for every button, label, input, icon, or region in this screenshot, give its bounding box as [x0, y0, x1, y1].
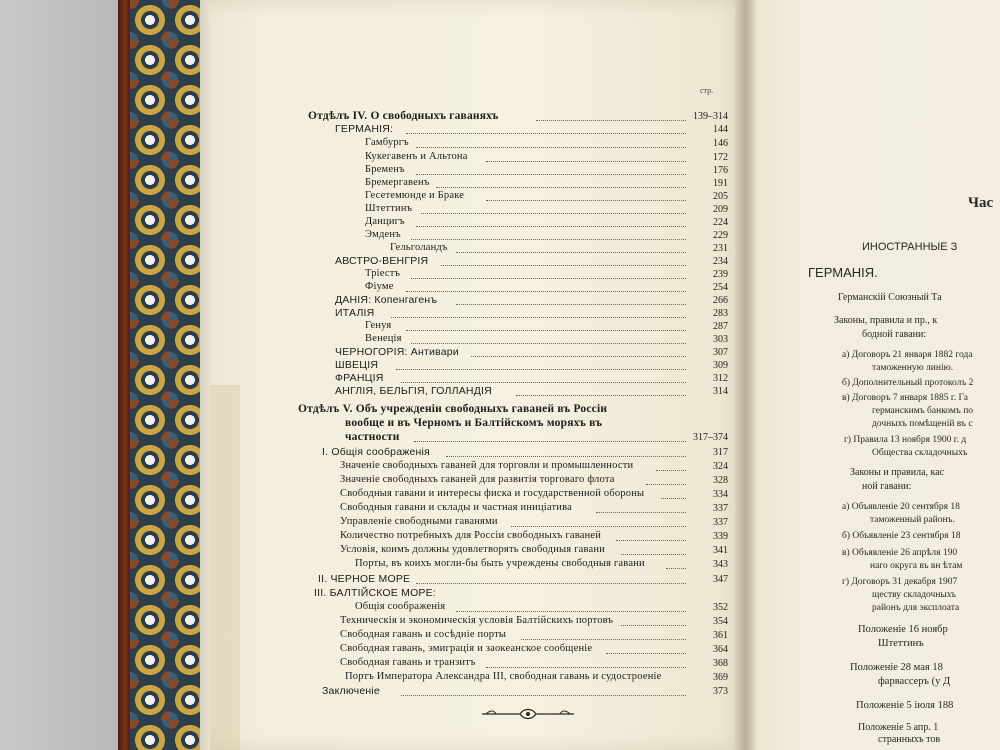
toc-page-number: 139–314	[693, 111, 728, 122]
right-page-line: фарвассеръ (у Д	[878, 675, 951, 687]
right-page-line: Положеніе 5 іюля 188	[856, 699, 954, 711]
toc-entry-text: АНГЛІЯ, БЕЛЬГІЯ, ГОЛЛАНДІЯ	[335, 385, 492, 397]
toc-entry-text: Венеція	[365, 333, 402, 344]
dot-leader	[486, 161, 686, 162]
dot-leader	[401, 695, 686, 696]
toc-entry-text: ИТАЛІЯ	[335, 307, 375, 319]
toc-entry-text: Свободныя гавани и склады и частная иниціатива	[340, 502, 572, 513]
toc-page-number: 191	[713, 178, 728, 189]
dot-leader	[621, 625, 686, 626]
right-page-line: Положеніе 16 ноябр	[858, 623, 948, 635]
dot-leader	[411, 239, 686, 240]
dot-leader	[616, 540, 686, 541]
dot-leader	[401, 382, 686, 383]
dot-leader	[456, 252, 686, 253]
ornament-icon	[480, 706, 576, 722]
toc-page-number: 146	[713, 138, 728, 149]
toc-entry-text: Генуя	[365, 320, 392, 331]
right-page-line: Штеттинъ	[878, 637, 924, 649]
dot-leader	[446, 456, 686, 457]
toc-page-number: 309	[713, 360, 728, 371]
toc-entry-text: Свободныя гавани и интересы фиска и государственной обороны	[340, 488, 645, 499]
dot-leader	[521, 639, 686, 640]
dot-leader	[406, 133, 686, 134]
right-page-line: Общества складочныхъ	[872, 447, 968, 458]
toc-entry-text: II. ЧЕРНОЕ МОРЕ	[318, 573, 411, 585]
right-page-line: а) Договоръ 21 января 1882 года	[842, 349, 973, 360]
toc-entry-text: Эмденъ	[365, 229, 401, 240]
toc-page-number: 347	[713, 574, 728, 585]
toc-page-number: 339	[713, 531, 728, 542]
toc-entry-text: III. БАЛТІЙСКОЕ МОРЕ:	[314, 587, 436, 599]
toc-page-number: 369	[713, 672, 728, 683]
right-page-line: странныхъ тов	[878, 734, 941, 745]
toc-page-number: 343	[713, 559, 728, 570]
dot-leader	[411, 278, 686, 279]
toc-page-number: 266	[713, 295, 728, 306]
toc-page-number: 287	[713, 321, 728, 332]
dot-leader	[621, 554, 686, 555]
dot-leader	[661, 498, 686, 499]
right-page-line: ГЕРМАНІЯ.	[808, 265, 878, 280]
toc-page-number: 312	[713, 373, 728, 384]
toc-page-number: 354	[713, 616, 728, 627]
right-page-line: б) Дополнительный протоколъ 2	[842, 377, 974, 388]
toc-entry-text: Бремергавенъ	[365, 177, 430, 188]
dot-leader	[416, 583, 686, 584]
page-column-header: стр.	[700, 86, 714, 95]
toc-entry-text: Гельголандъ	[390, 242, 448, 253]
toc-entry-text: Количество потребныхъ для Россіи свободныхъ гаваней	[340, 530, 602, 541]
toc-page-number: 337	[713, 503, 728, 514]
toc-entry-text: Гамбургъ	[365, 137, 409, 148]
right-page-line: ществу складочныхъ	[872, 589, 957, 600]
toc-page-number: 229	[713, 230, 728, 241]
toc-entry-text: Отдѣлъ V. Объ учрежденіи свободныхъ гаваней въ Россіи	[298, 403, 608, 415]
toc-entry-text: Тріестъ	[365, 268, 401, 279]
toc-page-number: 283	[713, 308, 728, 319]
toc-entry-text: Порты, въ коихъ могли-бы быть учреждены свободныя гавани	[355, 558, 645, 569]
toc-entry-text: Условія, коимъ должны удовлетворять свободныя гавани	[340, 544, 606, 555]
toc-entry-text: Данцигъ	[365, 216, 405, 227]
dot-leader	[456, 611, 686, 612]
dot-leader	[436, 187, 686, 188]
dot-leader	[416, 174, 686, 175]
toc-page-number: 324	[713, 461, 728, 472]
dot-leader	[471, 356, 686, 357]
toc-page-number: 172	[713, 152, 728, 163]
toc-page-number: 334	[713, 489, 728, 500]
dot-leader	[646, 484, 686, 485]
right-page-line: ной гавани:	[862, 481, 912, 492]
toc-page-number: 368	[713, 658, 728, 669]
toc-page-number: 364	[713, 644, 728, 655]
dot-leader	[456, 304, 686, 305]
dot-leader	[406, 291, 686, 292]
right-page-line: бодной гавани:	[862, 329, 927, 340]
toc-entry-text: ФРАНЦІЯ	[335, 372, 384, 384]
toc-entry-text: Свободная гавань, эмиграція и заокеанское сообщеніе	[340, 643, 593, 654]
right-page-line: наго округа въ вн ѣтам	[870, 560, 963, 571]
dot-leader	[656, 470, 686, 471]
toc-page-number: 176	[713, 165, 728, 176]
toc-entry-text: Фіуме	[365, 281, 394, 292]
right-page-line: в) Объявленіе 26 апрѣля 190	[842, 547, 958, 558]
right-page-line: Час	[968, 195, 994, 211]
toc-entry-text: частности	[345, 431, 400, 443]
right-page-line: Положеніе 28 мая 18	[850, 661, 943, 673]
toc-entry-text: Портъ Императора Александра III, свободная гавань и судостроеніе	[345, 671, 662, 682]
right-page-line: а) Объявленіе 20 сентября 18	[842, 501, 960, 512]
right-page	[750, 0, 1000, 750]
dot-leader	[411, 343, 686, 344]
toc-page-number: 303	[713, 334, 728, 345]
dot-leader	[666, 568, 686, 569]
dot-leader	[536, 120, 686, 121]
dot-leader	[391, 317, 686, 318]
toc-page-number: 205	[713, 191, 728, 202]
toc-entry-text: Кукегавенъ и Альтона	[365, 151, 468, 162]
right-page-line: районъ для эксплоата	[872, 602, 960, 613]
dot-leader	[486, 200, 686, 201]
toc-page-number: 224	[713, 217, 728, 228]
toc-page-number: 314	[713, 386, 728, 397]
right-page-line: г) Договоръ 31 декабря 1907	[842, 576, 958, 587]
toc-entry-text: ДАНІЯ: Копенгагенъ	[335, 294, 438, 306]
dot-leader	[516, 395, 686, 396]
toc-entry-text: Значеніе свободныхъ гаваней для развитія торговаго флота	[340, 474, 615, 485]
toc-entry-text: Техническія и экономическія условія Балтійскихъ портовъ	[340, 615, 614, 626]
toc-page-number: 361	[713, 630, 728, 641]
toc-page-number: 317–374	[693, 432, 728, 443]
toc-page-number: 341	[713, 545, 728, 556]
toc-entry-text: Свободная гавань и транзитъ	[340, 657, 476, 668]
dot-leader	[421, 213, 686, 214]
right-page-line: германскимъ банкомъ по	[872, 405, 974, 416]
dot-leader	[416, 226, 686, 227]
dot-leader	[606, 653, 686, 654]
toc-entry-text: Общія соображенія	[355, 601, 446, 612]
toc-entry-text: Бременъ	[365, 164, 405, 175]
toc-page-number: 317	[713, 447, 728, 458]
toc-entry-text: Штеттинъ	[365, 203, 413, 214]
toc-entry-text: ШВЕЦІЯ	[335, 359, 379, 371]
right-page-line: таможенную линію.	[872, 362, 954, 373]
dot-leader	[406, 330, 686, 331]
right-page-line: в) Договоръ 7 января 1885 г. Га	[842, 392, 968, 403]
dot-leader	[486, 667, 686, 668]
dot-leader	[511, 526, 686, 527]
toc-page-number: 328	[713, 475, 728, 486]
dot-leader	[441, 265, 686, 266]
right-page-line: дочныхъ помѣщеній въ с	[872, 418, 973, 429]
toc-entry-text: I. Общія соображенія	[322, 446, 430, 458]
toc-entry-text: Значеніе свободныхъ гаваней для торговли и промышленности	[340, 460, 634, 471]
toc-page-number: 254	[713, 282, 728, 293]
toc-entry-text: ЧЕРНОГОРІЯ: Антивари	[335, 346, 459, 358]
right-page-line: г) Правила 13 ноября 1900 г. д	[844, 434, 967, 445]
toc-entry-text: ГЕРМАНІЯ:	[335, 123, 394, 135]
toc-entry-text: Свободная гавань и сосѣдніе порты	[340, 629, 507, 640]
right-page-line: Германскій Союзный Та	[838, 292, 942, 303]
toc-entry-text: Заключеніе	[322, 685, 380, 697]
toc-page-number: 231	[713, 243, 728, 254]
toc-page-number: 144	[713, 124, 728, 135]
toc-entry-text: вообще и въ Черномъ и Балтійскомъ моряхъ въ	[345, 417, 603, 429]
toc-page-number: 239	[713, 269, 728, 280]
dot-leader	[416, 147, 686, 148]
toc-entry-text: Управленіе свободными гаванями	[340, 516, 498, 527]
toc-entry-text: Отдѣлъ IV. О свободныхъ гаваняхъ	[308, 110, 499, 122]
toc-entry-text: АВСТРО-ВЕНГРІЯ	[335, 255, 429, 267]
toc-page-number: 337	[713, 517, 728, 528]
toc-entry-text: Гесетемюнде и Браке	[365, 190, 465, 201]
right-page-line: Законы, правила и пр., к	[834, 315, 938, 326]
right-page-line: таможенный районъ.	[870, 514, 955, 525]
toc-page-number: 352	[713, 602, 728, 613]
toc-page-number: 373	[713, 686, 728, 697]
toc-page-number: 307	[713, 347, 728, 358]
toc-page-number: 209	[713, 204, 728, 215]
dot-leader	[596, 512, 686, 513]
right-page-line: Положеніе 5 апр. 1	[858, 722, 939, 733]
dot-leader	[396, 369, 686, 370]
dot-leader	[414, 441, 686, 442]
right-page-line: Законы и правила, кас	[850, 467, 945, 478]
toc-page-number: 234	[713, 256, 728, 267]
right-page-line: б) Объявленіе 23 сентября 18	[842, 530, 961, 541]
right-page-line: ИНОСТРАННЫЕ З	[862, 241, 958, 253]
